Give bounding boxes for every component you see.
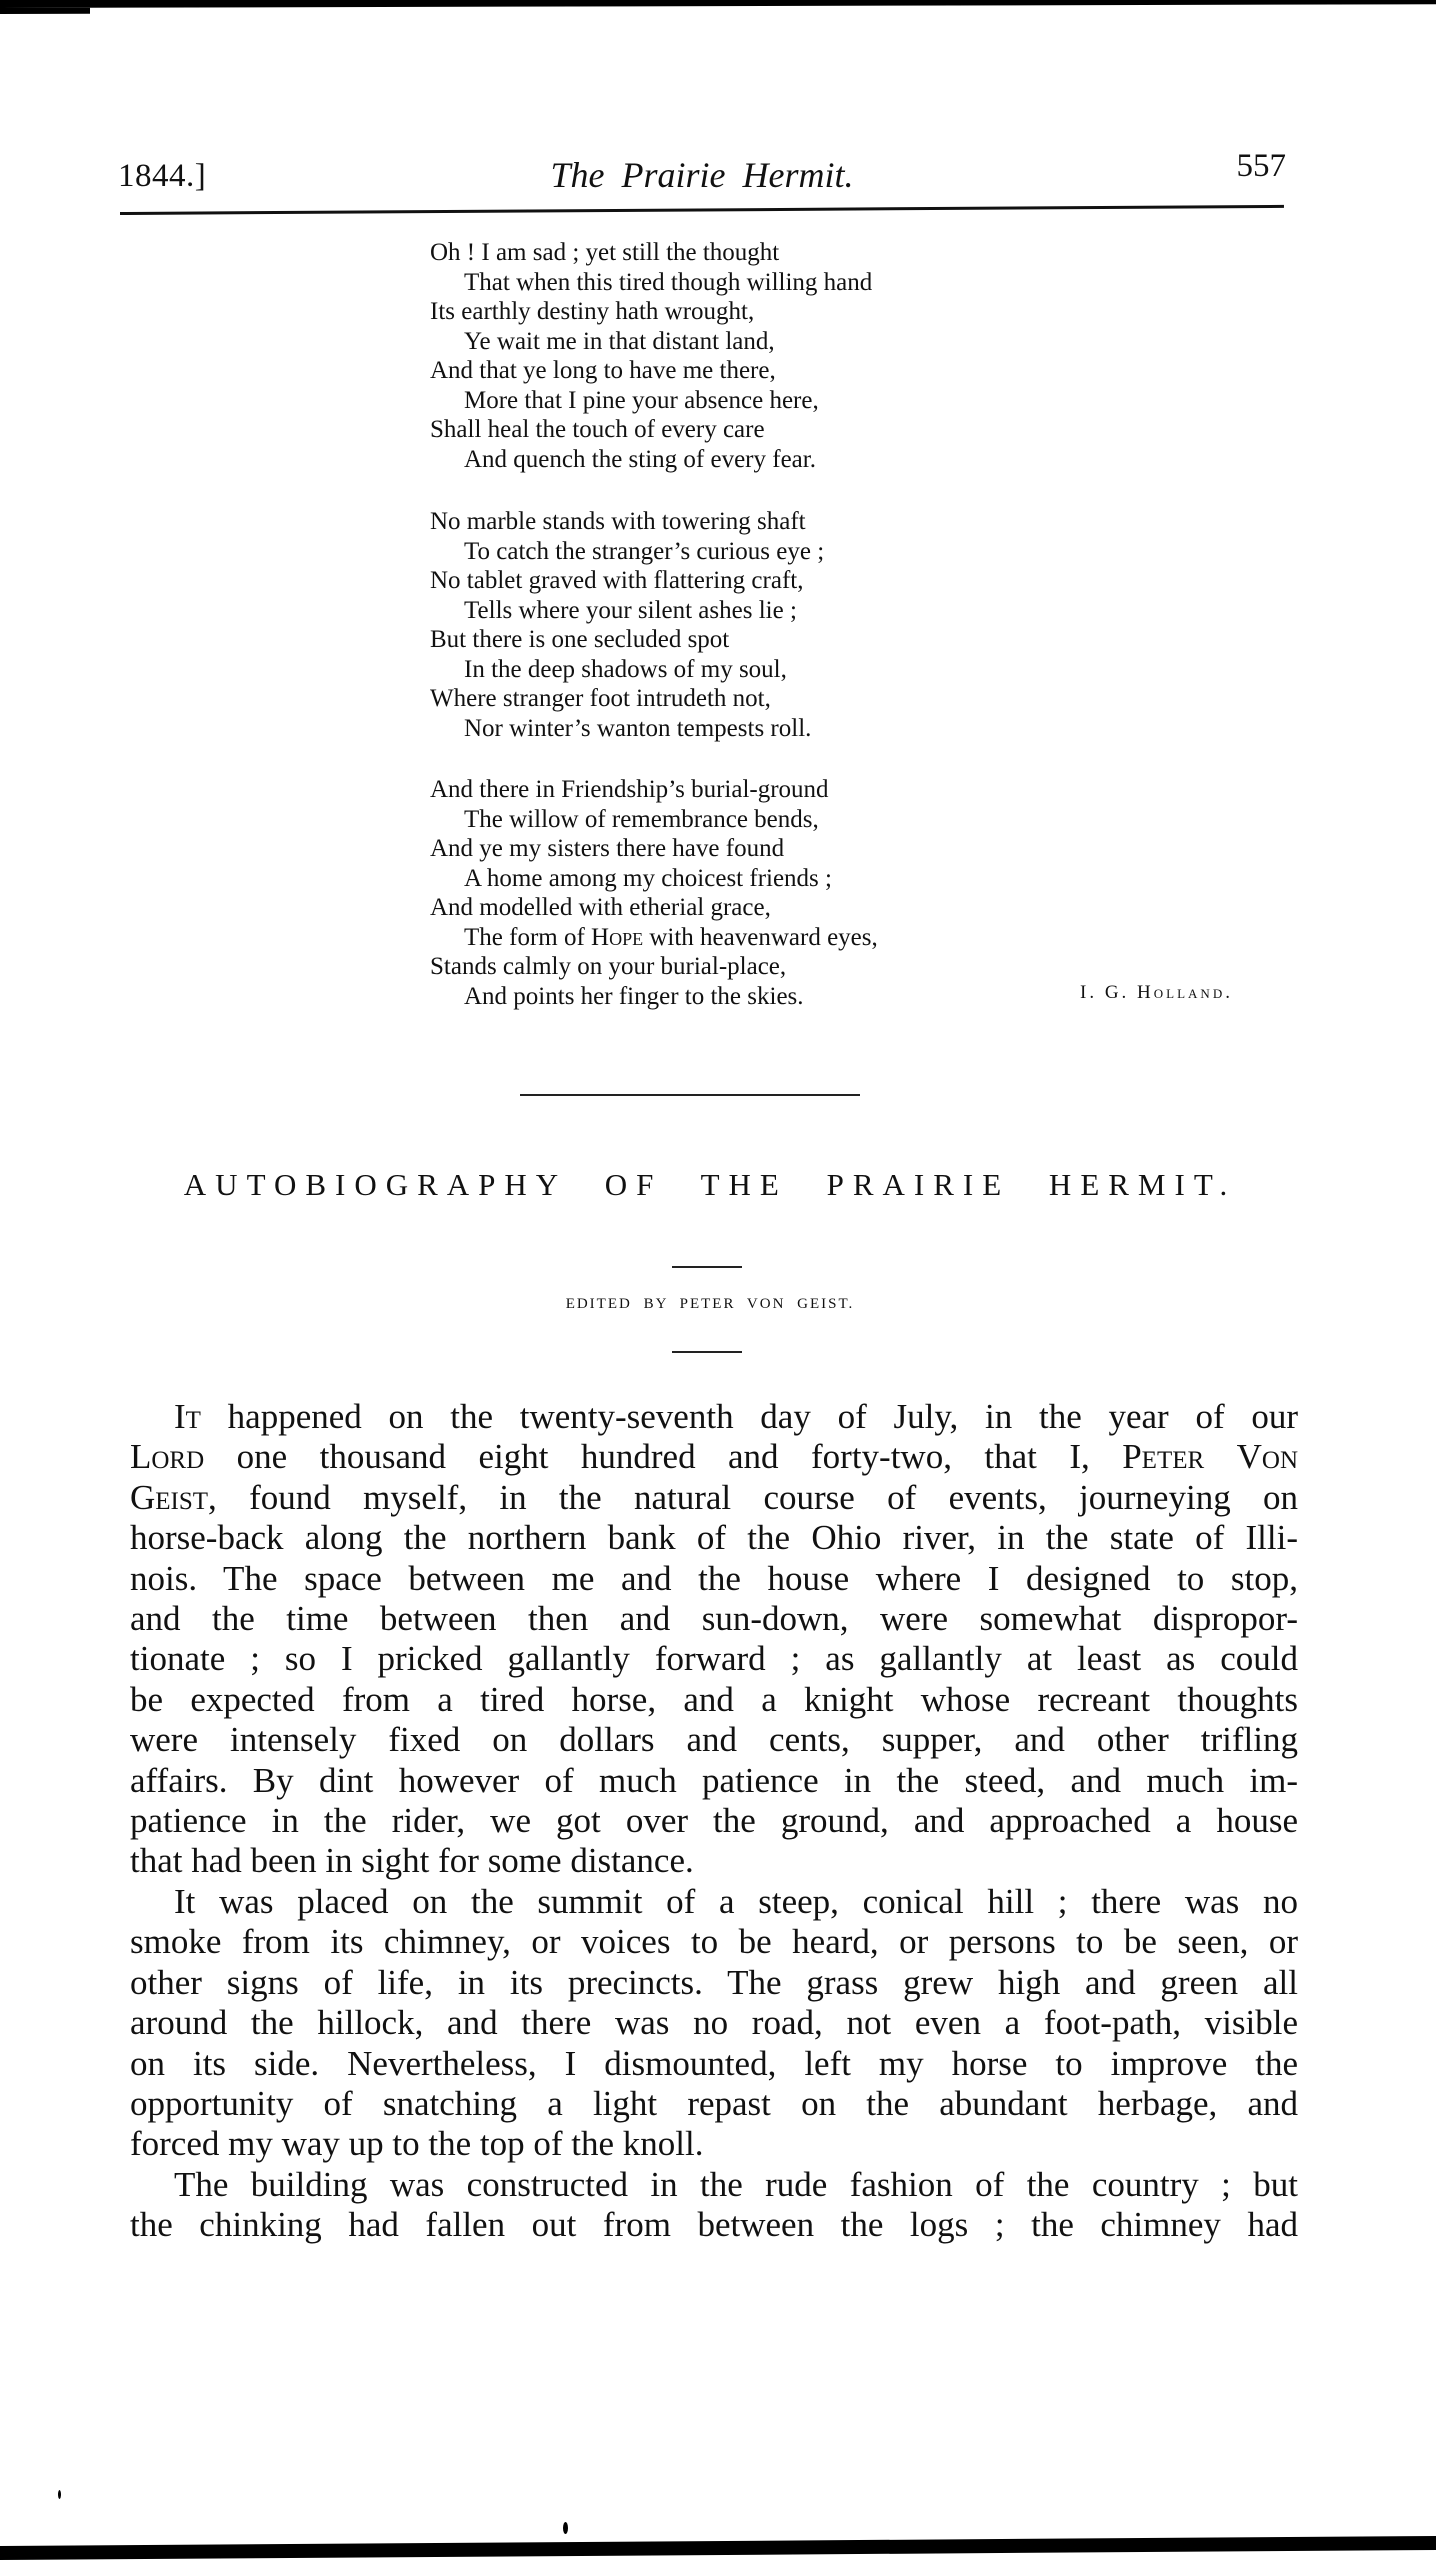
poem-line: And modelled with etherial grace, (430, 894, 771, 921)
scan-edge-bottom (0, 2536, 1436, 2560)
poem-line: A home among my choicest friends ; (464, 864, 832, 892)
poem-line-part: with heavenward eyes, (643, 923, 878, 951)
poem-line: In the deep shadows of my soul, (464, 655, 787, 683)
running-head (118, 148, 1286, 198)
article-byline: EDITED BY PETER VON GEIST. (565, 1296, 855, 1312)
poem-line: The willow of remembrance bends, (464, 805, 819, 833)
text-line (130, 2124, 1298, 2164)
text-line (130, 1437, 1298, 1477)
text-line (130, 1680, 1298, 1720)
text-segment: The building was constructed in the rude fashion of the country ; but (174, 2164, 1298, 2204)
page-number: 557 (1236, 148, 1286, 184)
text-line (130, 1882, 1298, 1922)
paragraph (130, 2165, 1298, 2246)
scan-edge-top (0, 0, 1436, 8)
poem-line: But there is one secluded spot (430, 626, 730, 653)
poem-stanza-3 (430, 775, 878, 1011)
text-segment: patience in the rider, we got over the ground, and approached a house (130, 1801, 1298, 1841)
text-line (130, 1478, 1298, 1518)
article-body (130, 1397, 1298, 2246)
text-segment: that had been in sight for some distance. (130, 1841, 694, 1881)
text-segment: opportunity of snatching a light repast on the abundant herbage, and (130, 2083, 1298, 2123)
poem-line: And that ye long to have me there, (430, 357, 776, 384)
running-head-year: 1844.] (118, 158, 207, 194)
byline-rule (672, 1351, 742, 1353)
running-head-title: The Prairie Hermit. (550, 155, 854, 195)
poem-line-part: The form of (464, 923, 592, 951)
poem-line: Where stranger foot intrudeth not, (430, 685, 771, 712)
poem-line: To catch the stranger’s curious eye ; (464, 537, 825, 565)
poem-line: And ye my sisters there have found (430, 835, 785, 862)
text-segment: one thousand eight hundred and forty-two, that I, (204, 1437, 1123, 1477)
text-line (130, 1761, 1298, 1801)
poem-signature: I. G. Holland. (1080, 982, 1233, 1003)
poem-line: Ye wait me in that distant land, (464, 327, 775, 355)
text-line (130, 1841, 1298, 1881)
poem-line: Shall heal the touch of every care (430, 416, 765, 443)
poem-line: Stands calmly on your burial-place, (430, 953, 787, 980)
text-line (130, 1801, 1298, 1841)
text-segment: It was placed on the summit of a steep, conical hill ; there was no (174, 1881, 1298, 1921)
text-line (130, 1559, 1298, 1599)
poem-line: More that I pine your absence here, (464, 386, 819, 414)
text-segment: horse-back along the northern bank of the Ohio river, in the state of Illi- (130, 1518, 1298, 1558)
paragraph (130, 1397, 1298, 1882)
poem-line: Tells where your silent ashes lie ; (464, 596, 797, 624)
poem-line: That when this tired though willing hand (464, 268, 873, 296)
text-segment: around the hillock, and there was no road, not even a foot-path, visible (130, 2003, 1298, 2043)
poem-line: And points her finger to the skies. (464, 982, 804, 1010)
text-line (130, 1720, 1298, 1760)
text-line (130, 1922, 1298, 1962)
poem-line: Its earthly destiny hath wrought, (430, 298, 755, 325)
small-caps-text: Peter (1122, 1437, 1205, 1477)
text-segment: happened on the twenty-seventh day of July, in the year of our (200, 1397, 1298, 1436)
poem-line: And there in Friendship’s burial-ground (430, 776, 829, 803)
poem-line: No marble stands with towering shaft (430, 508, 806, 535)
text-segment: were intensely fixed on dollars and cents, supper, and other trifling (130, 1720, 1298, 1760)
text-segment: the chinking had fallen out from between the logs ; the chimney had (130, 2205, 1298, 2245)
scan-speck (58, 2490, 61, 2499)
section-separator (520, 1094, 860, 1096)
text-line (130, 2044, 1298, 2084)
title-rule (672, 1266, 742, 1268)
text-line (130, 1963, 1298, 2003)
scan-speck (563, 2522, 568, 2534)
poem-stanza-1 (430, 238, 872, 474)
text-line (130, 1639, 1298, 1679)
text-line (130, 1518, 1298, 1558)
text-segment: , found myself, in the natural course of events, journeying on (208, 1477, 1298, 1517)
text-segment: nois. The space between me and the house where I designed to stop, (130, 1558, 1298, 1598)
small-caps-text: Von (1236, 1437, 1298, 1477)
small-caps-text: Lord (130, 1437, 205, 1477)
text-segment: affairs. By dint however of much patience in the steed, and much im- (130, 1760, 1298, 1800)
text-line (130, 1397, 1298, 1437)
text-line (130, 2165, 1298, 2205)
text-segment: smoke from its chimney, or voices to be heard, or persons to be seen, or (130, 1922, 1298, 1962)
small-caps-text: Geist (130, 1477, 209, 1517)
poem-line: And quench the sting of every fear. (464, 445, 816, 473)
poem-line: Nor winter’s wanton tempests roll. (464, 714, 812, 742)
poem-stanza-2 (430, 507, 824, 743)
text-segment: forced my way up to the top of the knoll. (130, 2124, 704, 2164)
text-line (130, 2205, 1298, 2245)
poem-line (430, 923, 878, 953)
text-line (130, 2003, 1298, 2043)
text-segment: tionate ; so I pricked gallantly forward ; as gallantly at least as could (130, 1639, 1298, 1679)
text-line (130, 1599, 1298, 1639)
header-rule (120, 205, 1284, 215)
poem-emphasis-hope: Hope (591, 923, 644, 951)
paragraph (130, 1882, 1298, 2165)
article-title: AUTOBIOGRAPHY OF THE PRAIRIE HERMIT. (183, 1167, 1237, 1202)
small-caps-text: It (174, 1397, 201, 1436)
text-segment: other signs of life, in its precincts. The grass grew high and green all (130, 1962, 1298, 2002)
text-segment: and the time between then and sun-down, were somewhat dispropor- (130, 1599, 1298, 1639)
poem-line: No tablet graved with flattering craft, (430, 567, 804, 594)
text-segment (1204, 1437, 1236, 1476)
text-segment: be expected from a tired horse, and a knight whose recreant thoughts (130, 1679, 1298, 1719)
text-segment: on its side. Nevertheless, I dismounted, left my horse to improve the (130, 2043, 1298, 2083)
poem-line: Oh ! I am sad ; yet still the thought (430, 239, 780, 266)
text-line (130, 2084, 1298, 2124)
